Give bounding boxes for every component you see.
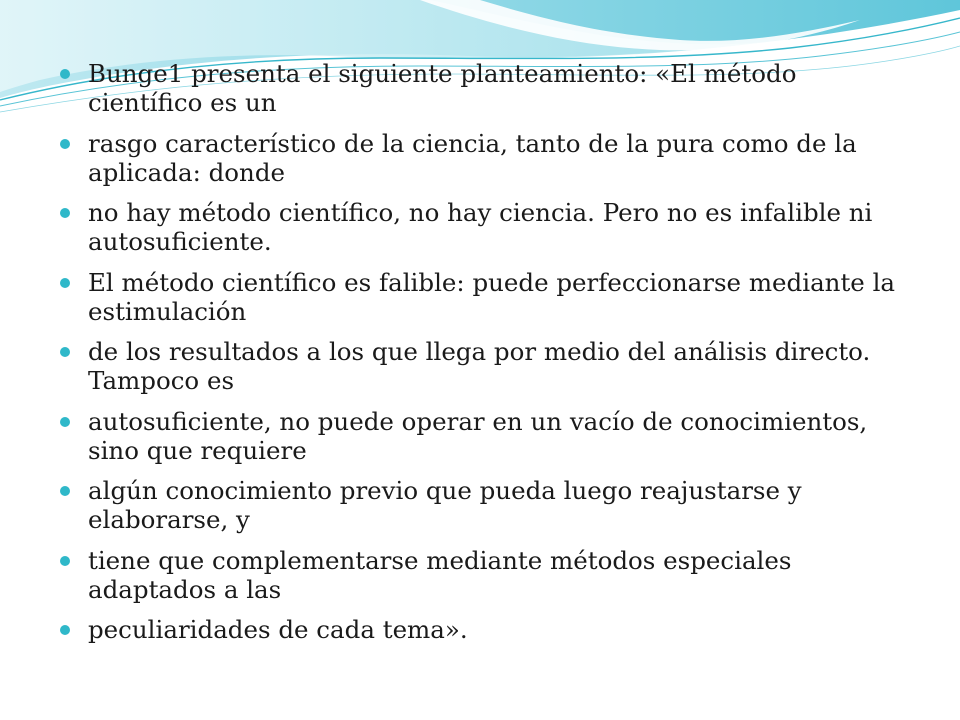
bullet-item — [60, 59, 910, 117]
bullet-item — [60, 546, 910, 604]
bullet-text: Bunge1 presenta el siguiente planteamiento: «El método científico es un — [88, 59, 797, 117]
bullet-dot-icon — [60, 486, 70, 496]
bullet-item — [60, 615, 910, 644]
bullet-list — [60, 59, 910, 656]
bullet-dot-icon — [60, 625, 70, 635]
bullet-item — [60, 407, 910, 465]
bullet-item — [60, 198, 910, 256]
bullet-text: autosuficiente, no puede operar en un vacío de conocimientos, sino que requiere — [88, 406, 868, 465]
bullet-text: rasgo característico de la ciencia, tanto de la pura como de la aplicada: donde — [88, 128, 857, 187]
bullet-item — [60, 337, 910, 395]
bullet-dot-icon — [60, 69, 70, 79]
bullet-item — [60, 268, 910, 326]
bullet-item — [60, 129, 910, 187]
bullet-dot-icon — [60, 347, 70, 357]
bullet-dot-icon — [60, 556, 70, 566]
bullet-text: peculiaridades de cada tema». — [88, 615, 468, 644]
bullet-dot-icon — [60, 208, 70, 218]
bullet-text: no hay método científico, no hay ciencia. Pero no es infalible ni autosuficiente. — [88, 198, 873, 256]
bullet-text: algún conocimiento previo que pueda luego reajustarse y elaborarse, y — [88, 476, 802, 534]
bullet-dot-icon — [60, 139, 70, 149]
bullet-dot-icon — [60, 278, 70, 288]
bullet-dot-icon — [60, 417, 70, 427]
bullet-text: de los resultados a los que llega por medio del análisis directo. Tampoco es — [88, 337, 871, 395]
bullet-item — [60, 476, 910, 534]
bullet-text: El método científico es falible: puede perfeccionarse mediante la estimulación — [88, 267, 896, 326]
bullet-text: tiene que complementarse mediante métodos especiales adaptados a las — [88, 545, 792, 604]
